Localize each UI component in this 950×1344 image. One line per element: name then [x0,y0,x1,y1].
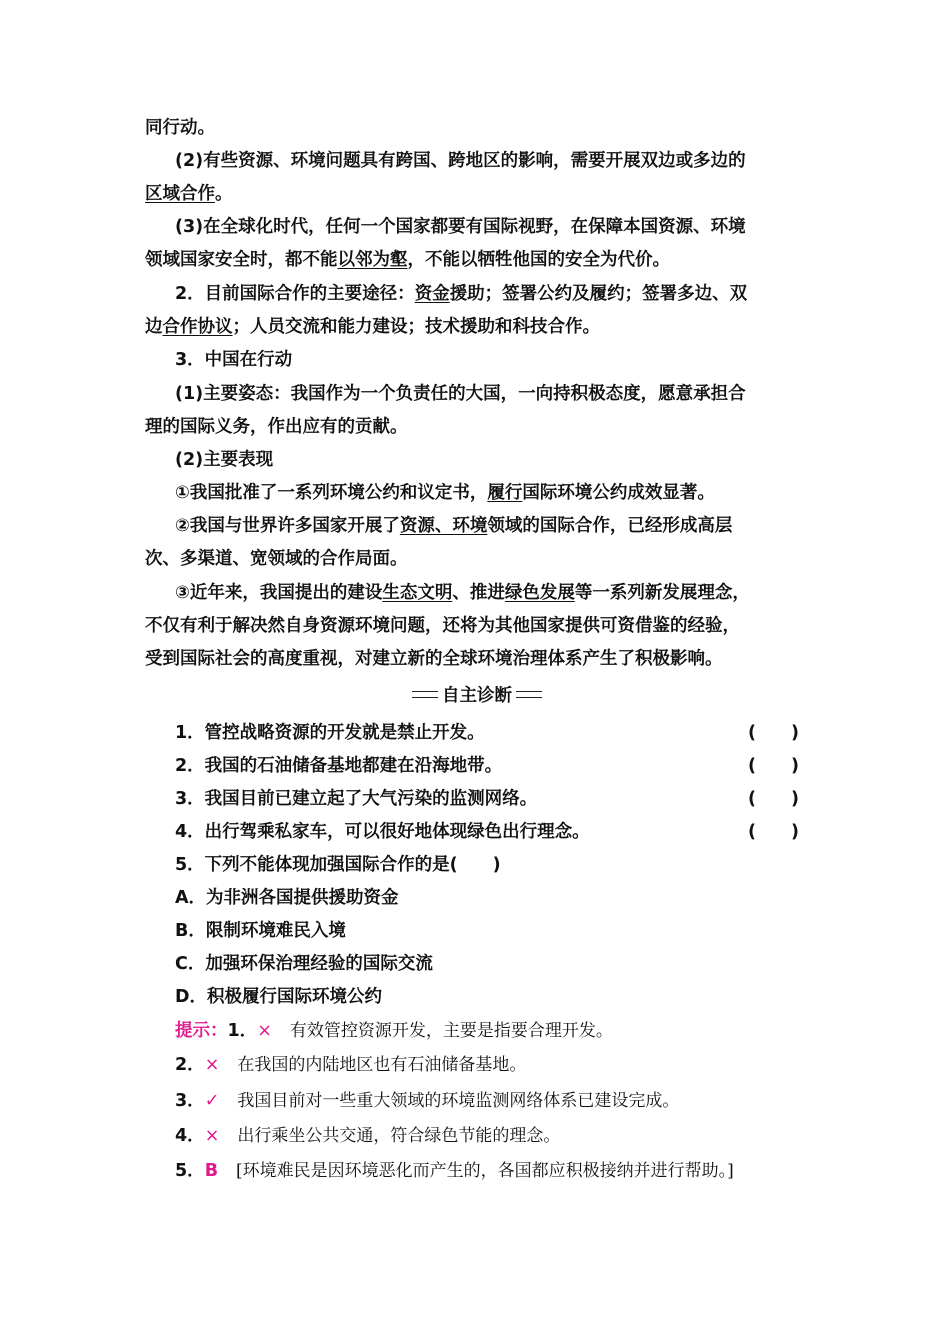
question-text: 1．管控战略资源的开发就是禁止开发。 [175,723,485,743]
text: (2)主要表现 [175,450,274,470]
text: 国际环境公约成效显著。 [522,483,715,503]
text: ；人员交流和能力建设；技术援助和科技合作。 [232,317,600,337]
explanation: [环境难民是因环境恶化而产生的，各国都应积极接纳并进行帮助。] [236,1161,734,1181]
option-a [175,887,855,909]
text: 同行动。 [145,118,215,138]
text: 、推进 [452,583,505,603]
paragraph-line [175,515,855,537]
option-text: D．积极履行国际环境公约 [175,987,383,1007]
underlined-keyword: 合作协议 [162,317,233,337]
answer-2 [175,1054,855,1076]
text: 边 [145,317,163,337]
underlined-keyword: 生态文明 [382,583,453,603]
question-text: 4．出行驾乘私家车，可以很好地体现绿色出行理念。 [175,822,590,842]
underlined-keyword: 以邻为壑 [337,250,408,270]
paragraph-line [175,482,855,504]
answer-number: 2． [175,1055,205,1075]
paragraph-line [175,216,855,238]
paragraph-line [175,150,855,172]
paragraph-line [145,183,825,205]
option-d [175,986,855,1008]
option-text: A．为非洲各国提供援助资金 [175,888,399,908]
text: ②我国与世界许多国家开展了 [175,516,400,536]
section-heading [175,349,855,371]
answer-number: 4． [175,1126,205,1146]
paragraph-line [145,548,825,570]
explanation: 出行乘坐公共交通，符合绿色节能的理念。 [237,1126,561,1146]
paragraph-line [175,449,855,471]
question-5 [175,854,855,876]
hint-label: 提示： [175,1021,228,1041]
text: ③近年来，我国提出的建设 [175,583,383,603]
text: (3)在全球化时代，任何一个国家都要有国际视野，在保障本国资源、环境 [175,217,746,237]
answer-number: 1． [227,1021,258,1041]
text: 理的国际义务，作出应有的贡献。 [145,417,408,437]
paragraph-line [145,416,825,438]
paragraph-line [175,283,855,305]
text: 次、多渠道、宽领域的合作局面。 [145,549,408,569]
text: 。 [215,184,233,204]
explanation: 我国目前对一些重大领域的环境监测网络体系已建设完成。 [237,1091,680,1111]
answer-1 [175,1020,855,1042]
answer-blank: ( ) [748,723,799,743]
underlined-keyword: 履行 [487,483,523,503]
text: 等一系列新发展理念， [574,583,750,603]
banner-right-bar [516,691,542,698]
answer-number: 5． [175,1161,205,1181]
answer-choice: B [204,1161,219,1181]
text: 3．中国在行动 [175,350,293,370]
banner-left-bar [412,691,438,698]
question-text: 3．我国目前已建立起了大气污染的监测网络。 [175,789,538,809]
section-banner [412,683,542,705]
paragraph-line [145,615,825,637]
answer-blank: ( ) [748,756,799,776]
text: 受到国际社会的高度重视，对建立新的全球环境治理体系产生了积极影响。 [145,649,723,669]
paragraph-line [145,249,825,271]
text: 领域国家安全时，都不能 [145,250,338,270]
underlined-keyword: 资金 [414,284,450,304]
answer-blank: ( ) [748,822,799,842]
option-b [175,920,855,942]
cross-icon: × [204,1126,220,1146]
underlined-keyword: 区域合作 [145,184,215,204]
text: 领域的国际合作，已经形成高层 [487,516,733,536]
question-text: 5．下列不能体现加强国际合作的是( ) [175,855,501,875]
paragraph-line [145,316,825,338]
text: (1)主要姿态：我国作为一个负责任的大国，一向持积极态度，愿意承担合 [175,384,746,404]
underlined-keyword: 绿色发展 [504,583,575,603]
paragraph-line [175,383,855,405]
text: 不仅有利于解决然自身资源环境问题，还将为其他国家提供可资借鉴的经验， [145,616,740,636]
paragraph-line [145,117,825,139]
text: ，不能以牺牲他国的安全为代价。 [407,250,670,270]
answer-blank: ( ) [748,789,799,809]
cross-icon: × [204,1055,220,1075]
text: 援助；签署公约及履约；签署多边、双 [449,284,748,304]
check-icon: ✓ [204,1091,220,1111]
option-text: B．限制环境难民入境 [175,921,346,941]
explanation: 有效管控资源开发，主要是指要合理开发。 [289,1021,613,1041]
explanation: 在我国的内陆地区也有石油储备基地。 [237,1055,527,1075]
paragraph-line [175,582,855,604]
answer-3 [175,1090,855,1112]
option-c [175,953,855,975]
paragraph-line [145,648,825,670]
underlined-keyword: 资源、环境 [399,516,488,536]
answer-4 [175,1125,855,1147]
question-text: 2．我国的石油储备基地都建在沿海地带。 [175,756,503,776]
cross-icon: × [257,1021,272,1041]
answer-5 [175,1160,855,1182]
text: (2)有些资源、环境问题具有跨国、跨地区的影响，需要开展双边或多边的 [175,151,746,171]
option-text: C．加强环保治理经验的国际交流 [175,954,433,974]
text: ①我国批准了一系列环境公约和议定书， [175,483,488,503]
section-title: 自主诊断 [442,685,512,706]
answer-number: 3． [175,1091,205,1111]
text: 2．目前国际合作的主要途径： [175,284,415,304]
